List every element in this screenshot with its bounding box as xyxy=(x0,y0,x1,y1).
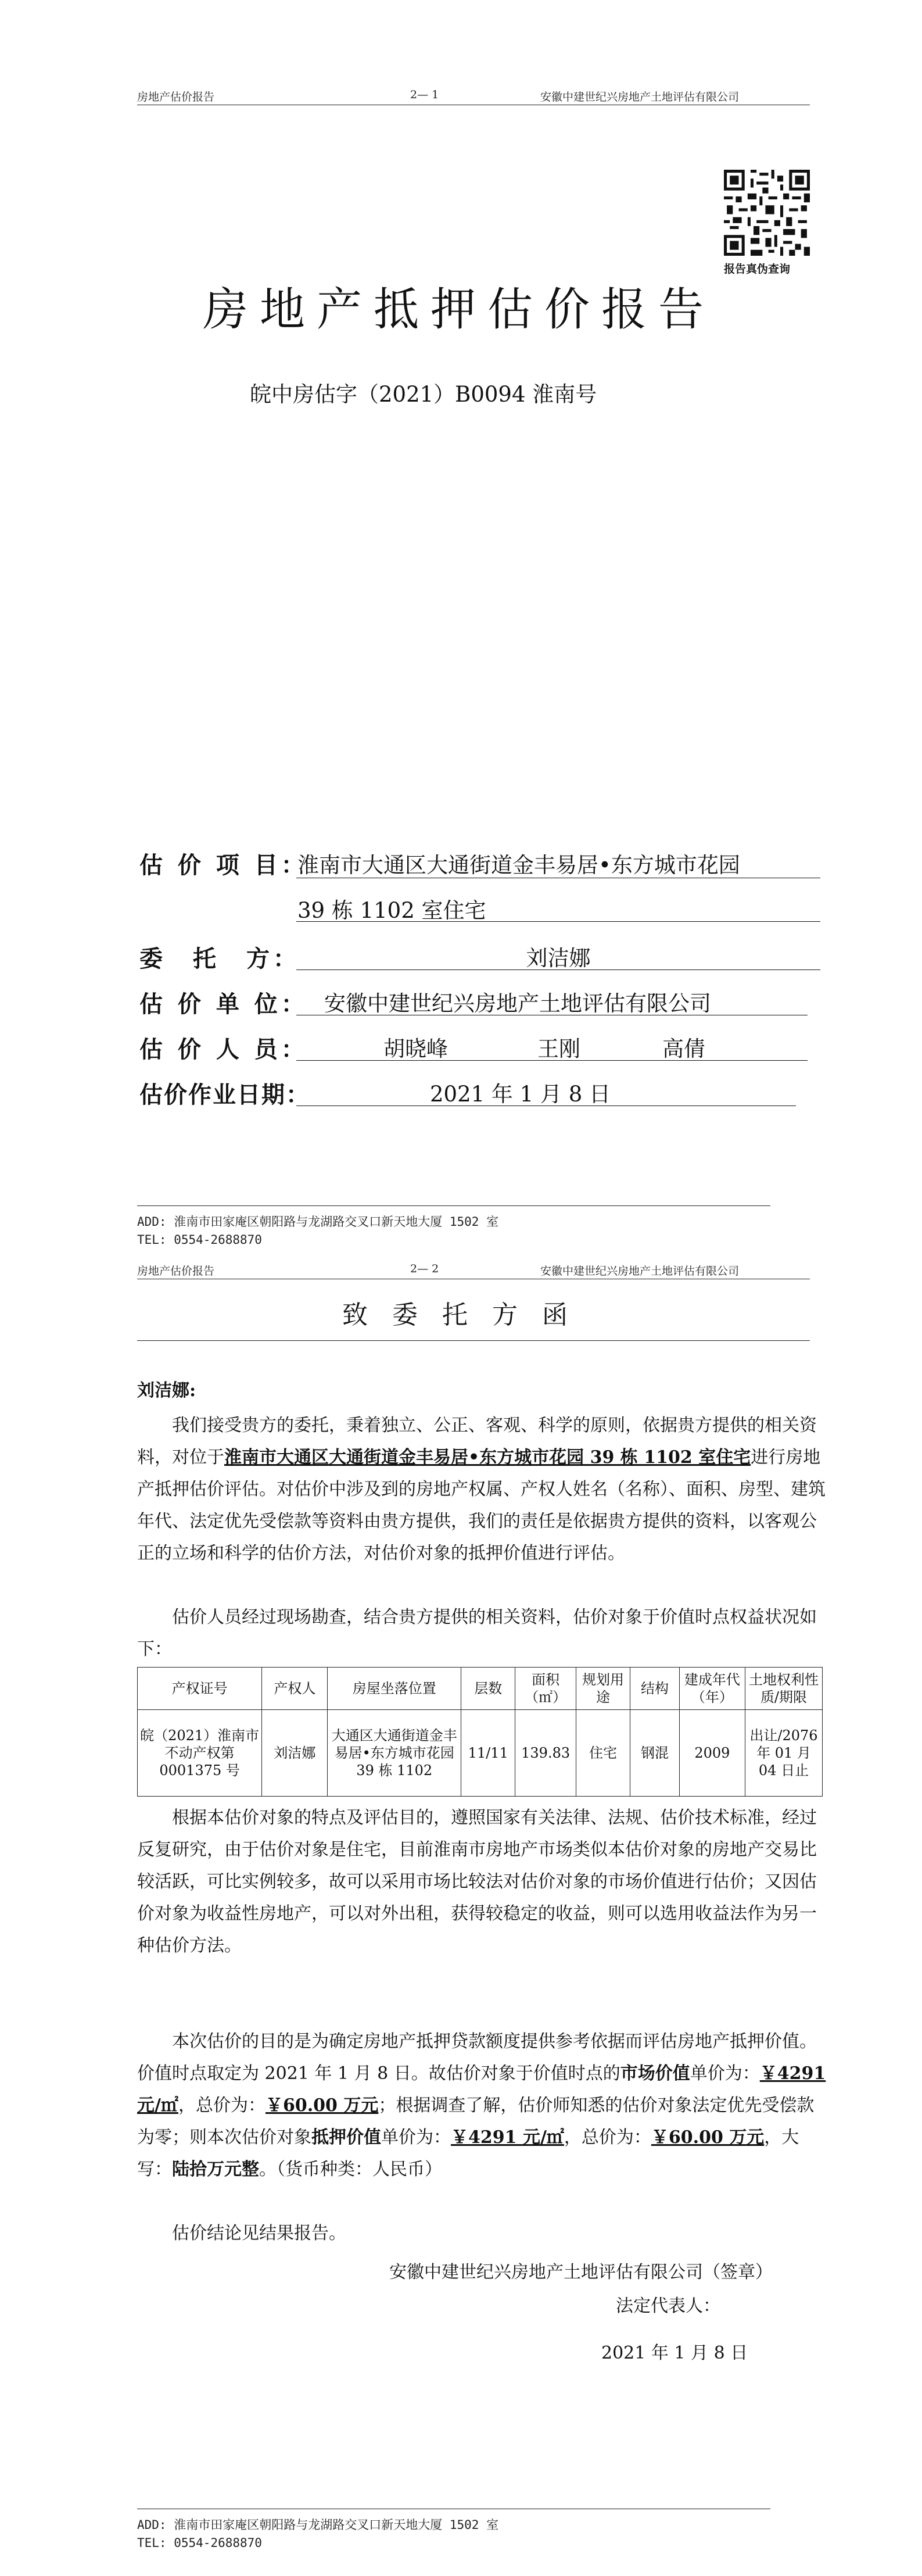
table-header-cell: 房屋坐落位置 xyxy=(328,1668,461,1710)
field-value-work-date: 2021 年 1 月 8 日 xyxy=(430,1082,611,1107)
field-value-project-line2: 39 栋 1102 室住宅 xyxy=(297,898,486,923)
table-cell: 出让/2076 年 01 月 04 日止 xyxy=(745,1710,822,1797)
table-header-cell: 结构 xyxy=(630,1668,680,1710)
paragraph-3 xyxy=(137,1802,828,1962)
field-label-appraisers: 估 价 人 员： xyxy=(139,1036,308,1063)
underline xyxy=(296,1105,796,1106)
p5-text: 估价结论见结果报告。 xyxy=(172,2223,346,2244)
table-cell: 2009 xyxy=(679,1710,745,1797)
table-cell: 刘洁娜 xyxy=(262,1710,328,1797)
p2-text: 估价人员经过现场勘查，结合贵方提供的相关资料，估价对象于价值时点权益状况如下： xyxy=(137,1607,817,1659)
qr-code-icon xyxy=(724,170,810,256)
underline xyxy=(296,1060,808,1061)
table-cell: 住宅 xyxy=(576,1710,630,1797)
p4-text: ；根据调查了解，估价师知悉的估价对象法定优先受偿款为零；则本次估价对象 xyxy=(137,2095,815,2148)
title-rule xyxy=(137,1340,810,1341)
market-total-price: ￥60.00 万元 xyxy=(265,2095,379,2116)
field-label-project: 估 价 项 目： xyxy=(139,851,308,879)
paragraph-4 xyxy=(137,2026,828,2185)
p4-text: 本次估价的目的是为确定房地产抵押贷款额度提供参考依据而评估房地产抵押价值。价值时点取定为 2021 年 1 月 8 日。故估价对象于价值时点的 xyxy=(137,2031,817,2084)
field-value-client: 刘洁娜 xyxy=(526,946,591,971)
table-header-cell: 面积（㎡） xyxy=(515,1668,576,1710)
p4-text: 单价为： xyxy=(690,2063,760,2084)
footer-phone: TEL: 0554-2688870 xyxy=(137,2536,262,2550)
underline xyxy=(296,921,820,922)
signature-date: 2021 年 1 月 8 日 xyxy=(601,2343,748,2363)
table-row xyxy=(138,1710,823,1797)
paragraph-2 xyxy=(137,1601,828,1665)
header-page-number: 2— 2 xyxy=(410,1262,439,1275)
amount-in-words: 陆拾万元整 xyxy=(172,2159,259,2180)
footer-address: ADD: 淮南市田家庵区朝阳路与龙湖路交叉口新天地大厦 1502 室 xyxy=(137,1215,499,1229)
report-number: 皖中房估字（2021）B0094 淮南号 xyxy=(250,382,597,407)
table-cell: 11/11 xyxy=(461,1710,515,1797)
paragraph-1 xyxy=(137,1409,828,1569)
mortgage-total-price: ￥60.00 万元 xyxy=(651,2127,765,2148)
table-header-cell: 产权证号 xyxy=(138,1668,262,1710)
p3-text: 根据本估价对象的特点及评估目的，遵照国家有关法律、法规、估价技术标准，经过反复研究，由于估价对象是住宅，目前淮南市房地产市场类似本估价对象的房地产交易比较活跃，可比实例较多，故可以采用市场比较法对估价对象的市场价值进行估价；又因估价对象为收益性房地产，可以对外出租，获得较稳定的收益，则可以选用收益法作为另一种估价方法。 xyxy=(137,1808,817,1956)
signature-representative: 法定代表人： xyxy=(616,2296,720,2316)
p1-text-a: 我们接受贵方的委托，秉着独立、公正、客观、科学的原则，依据贵方提供的相关资料，对位于 xyxy=(137,1415,817,1468)
table-header-cell: 层数 xyxy=(461,1668,515,1710)
appraiser-name: 高倩 xyxy=(662,1036,705,1061)
header-right: 安徽中建世纪兴房地产土地评估有限公司 xyxy=(540,91,740,103)
market-unit-price: ￥4291 元/㎡ xyxy=(137,2063,826,2116)
table-cell: 皖（2021）淮南市不动产权第0001375 号 xyxy=(138,1710,262,1797)
table-cell: 139.83 xyxy=(515,1710,576,1797)
property-table xyxy=(137,1667,823,1797)
header-left: 房地产估价报告 xyxy=(137,1265,215,1278)
table-header-cell: 产权人 xyxy=(262,1668,328,1710)
field-value-appraiser-org: 安徽中建世纪兴房地产土地评估有限公司 xyxy=(324,991,711,1016)
footer-address: ADD: 淮南市田家庵区朝阳路与龙湖路交叉口新天地大厦 1502 室 xyxy=(137,2518,499,2532)
qr-caption: 报告真伪查询 xyxy=(724,263,791,276)
table-header-cell: 规划用途 xyxy=(576,1668,630,1710)
p4-text: ，大写： xyxy=(137,2127,799,2180)
field-label-appraiser-org: 估 价 单 位： xyxy=(139,990,308,1018)
table-header-cell: 土地权利性质/期限 xyxy=(745,1668,822,1710)
p1-property-address: 淮南市大通区大通街道金丰易居•东方城市花园 39 栋 1102 室住宅 xyxy=(224,1447,751,1468)
table-cell: 钢混 xyxy=(630,1710,680,1797)
p4-text: ，总价为： xyxy=(564,2127,651,2148)
field-label-client: 委 托 方： xyxy=(139,945,300,972)
p4-text: ，总价为： xyxy=(178,2095,266,2116)
header-right: 安徽中建世纪兴房地产土地评估有限公司 xyxy=(540,1265,740,1278)
signature-company: 安徽中建世纪兴房地产土地评估有限公司（签章） xyxy=(389,2262,773,2282)
footer-rule xyxy=(137,1205,770,1206)
report-title: 房地产抵押估价报告 xyxy=(202,284,715,336)
p4-text: 。（货币种类：人民币） xyxy=(259,2159,442,2180)
market-value-label: 市场价值 xyxy=(620,2063,690,2084)
mortgage-unit-price: ￥4291 元/㎡ xyxy=(451,2127,564,2148)
mortgage-value-label: 抵押价值 xyxy=(311,2127,381,2148)
p1-text-c: 进行房地产抵押估价评估。对估价中涉及到的房地产权属、产权人姓名（名称）、面积、房型、建筑年代、法定优先受偿款等资料由贵方提供，我们的责任是依据贵方提供的资料，以客观公正的立场和科学的估价方法，对估价对象的抵押价值进行评估。 xyxy=(137,1447,826,1564)
table-header-cell: 建成年代（年） xyxy=(679,1668,745,1710)
table-cell: 大通区大通街道金丰易居•东方城市花园 39 栋 1102 xyxy=(328,1710,461,1797)
appraiser-name: 王刚 xyxy=(537,1036,580,1061)
letter-title: 致 委 托 方 函 xyxy=(342,1300,576,1330)
footer-phone: TEL: 0554-2688870 xyxy=(137,1233,262,1247)
underline xyxy=(296,969,820,970)
field-value-project-line1: 淮南市大通区大通街道金丰易居•东方城市花园 xyxy=(297,853,740,878)
table-header-row xyxy=(138,1668,823,1710)
paragraph-5 xyxy=(137,2217,828,2249)
field-label-work-date: 估价作业日期： xyxy=(139,1081,310,1108)
salutation: 刘洁娜: xyxy=(137,1380,196,1401)
header-left: 房地产估价报告 xyxy=(137,91,215,103)
appraiser-name: 胡晓峰 xyxy=(383,1036,448,1061)
p4-text: 单价为： xyxy=(381,2127,451,2148)
header-page-number: 2— 1 xyxy=(410,88,439,101)
